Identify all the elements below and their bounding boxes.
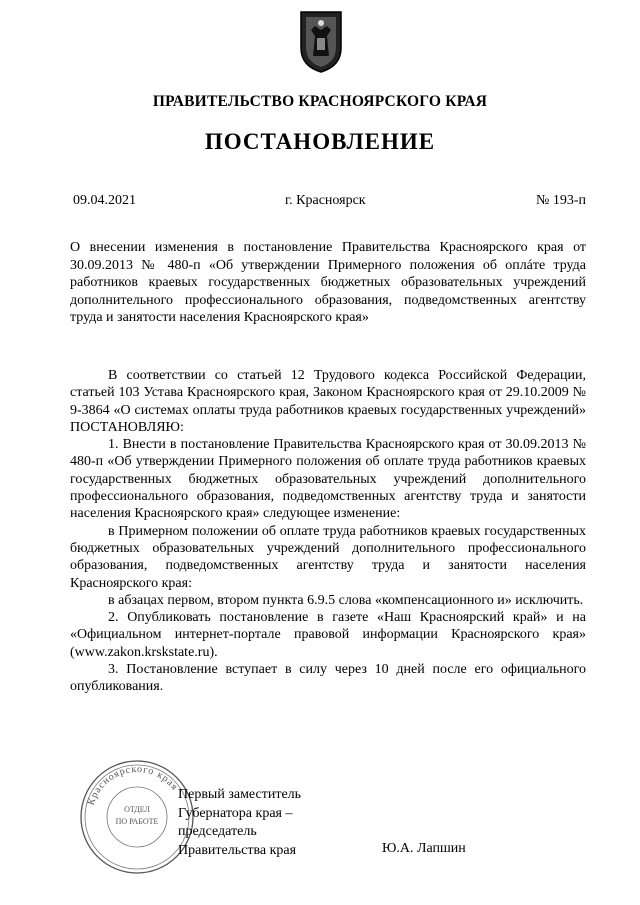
item-1-paragraph: 1. Внести в постановление Правительства Красноярского края от 30.09.2013 № 480-п «Об утверждении Примерного положения об оплате труда работников краевых государственных бюджетных образовательных учреждений дополнительного профессионального образования, подведомственных агентству труда и занятости населения Красноярского края» следующее изменение:: [70, 437, 586, 522]
document-type-title: ПОСТАНОВЛЕНИЕ: [204, 129, 436, 154]
signatory-name: Ю.А. Лапшин: [382, 841, 466, 856]
document-subject: О внесении изменения в постановление Правительства Красноярского края от 30.09.2013 № 480-п «Об утверждении Примерного положения об оплáте труда работников краевых государственных бюджетных образовательных учреждений дополнительного профессионального образования, подведомственных агентству труда и занятости населения Красноярского края»: [70, 240, 586, 325]
signatory-title-line: председатель: [178, 824, 257, 839]
stamp-outer-text: Красноярского края: [85, 763, 181, 807]
government-title: ПРАВИТЕЛЬСТВО КРАСНОЯРСКОГО КРАЯ: [152, 93, 488, 110]
coat-of-arms-icon: [295, 8, 347, 74]
signatory-title: [178, 786, 301, 860]
stamp-inner-text-1: ОТДЕЛ: [124, 805, 150, 814]
item-1-sub-paragraph: в Примерном положении об оплате труда работников краевых государственных бюджетных образовательных учреждений дополнительного профессионального образования, подведомственных агентству труда и занятости населения Красноярского края:: [70, 523, 586, 591]
signatory-title-line: Правительства края: [178, 842, 297, 858]
stamp-inner-text-2: ПО РАБОТЕ: [115, 817, 159, 826]
document-number: № 193-п: [535, 193, 586, 208]
svg-text:Красноярского края: [86, 764, 181, 807]
item-2-paragraph: 2. Опубликовать постановление в газете «Наш Красноярский край» и на «Официальном интернет-портале правовой информации Красноярского края» (www.zakon.krskstate.ru).: [70, 610, 586, 660]
preamble-paragraph: В соответствии со статьей 12 Трудового кодекса Российской Федерации, статьей 103 Устава Красноярского края, Законом Красноярского края от 29.10.2009 № 9-3864 «О системах оплаты труда работников краевых государственных учреждений» ПОСТАНОВЛЯЮ:: [70, 368, 586, 435]
signatory-title-line: Первый заместитель: [178, 787, 302, 802]
document-city: г. Красноярск: [285, 193, 366, 208]
document-date: 09.04.2021: [73, 193, 136, 208]
signatory-title-line: Губернатора края –: [178, 805, 293, 821]
item-1-change-paragraph: в абзацах первом, втором пункта 6.9.5 слова «компенсационного и» исключить.: [108, 592, 584, 608]
document-body: [70, 367, 586, 696]
item-3-paragraph: 3. Постановление вступает в силу через 10 дней после его официального опубликования.: [70, 662, 586, 695]
